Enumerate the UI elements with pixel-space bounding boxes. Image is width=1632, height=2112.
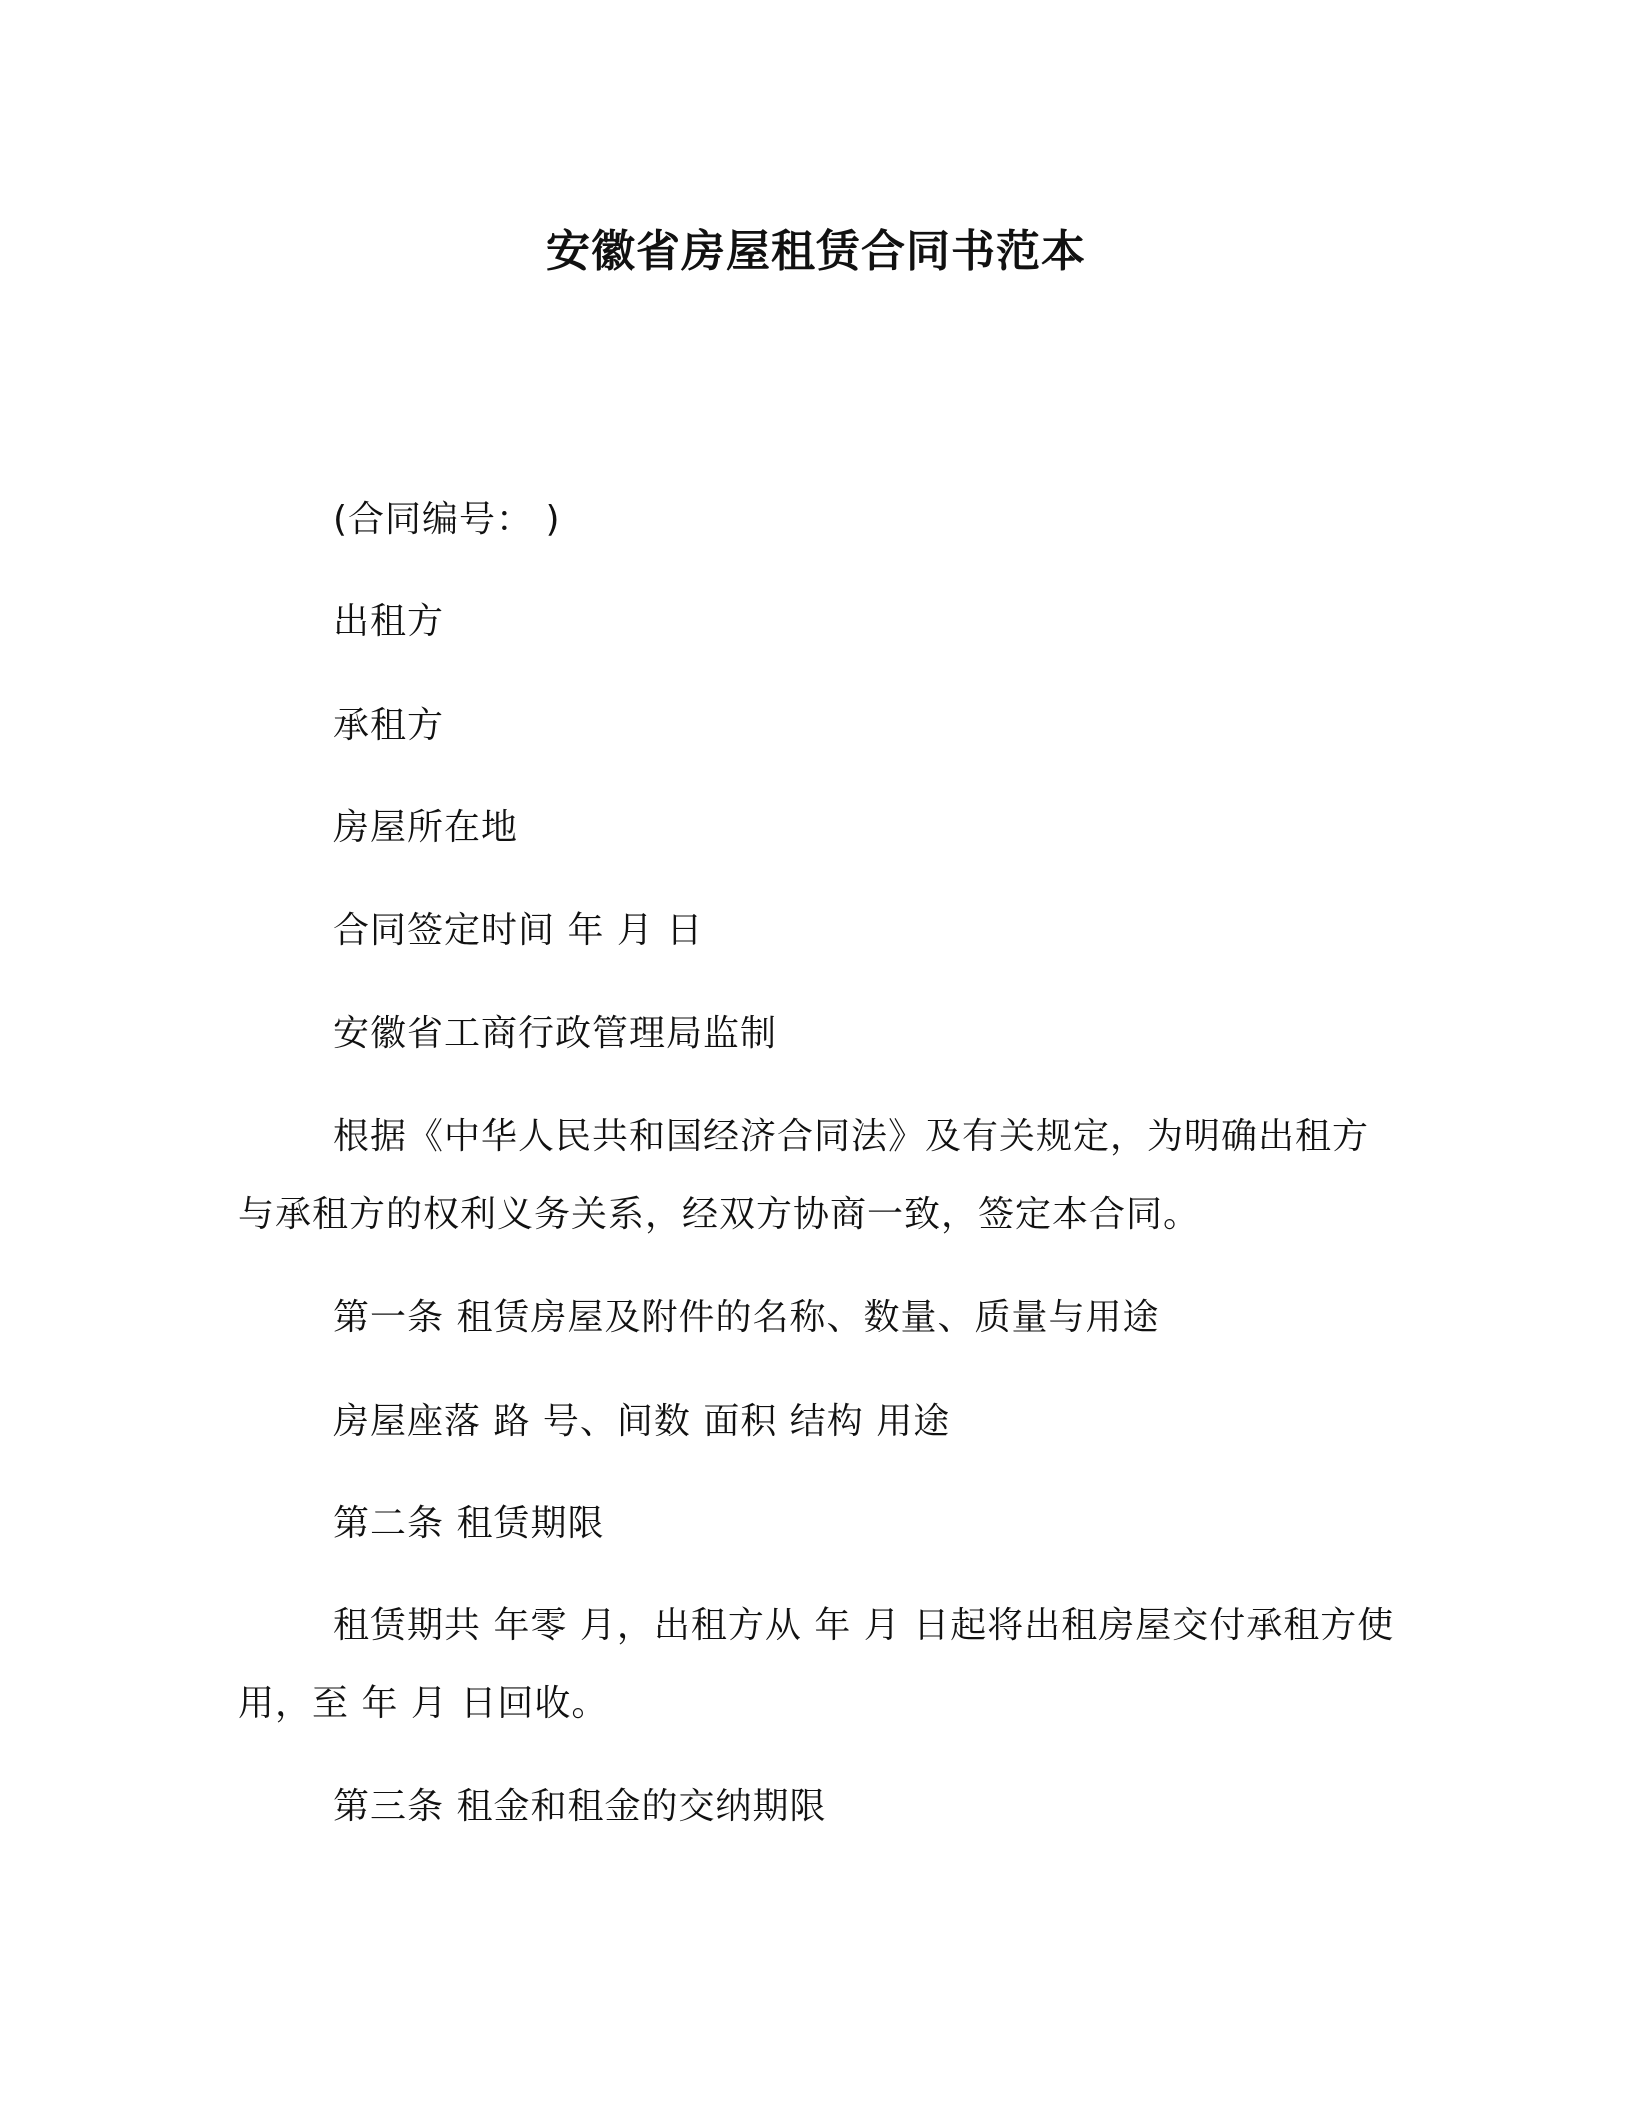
contract-number-line: (合同编号： ) bbox=[333, 499, 561, 540]
property-location-line: 房屋所在地 bbox=[333, 807, 519, 848]
article-2-paragraph: 租赁期共 年零 月，出租方从 年 月 日起将出租房屋交付承租方使用，至 年 月 日回收。 bbox=[238, 1605, 1395, 1724]
document-title: 安徽省房屋租赁合同书范本 bbox=[546, 226, 1086, 277]
sign-date-line: 合同签定时间 年 月 日 bbox=[333, 910, 704, 951]
lessee-line: 承租方 bbox=[333, 705, 445, 746]
article-1-detail: 房屋座落 路 号、间数 面积 结构 用途 bbox=[333, 1401, 951, 1442]
article-3-heading: 第三条 租金和租金的交纳期限 bbox=[333, 1786, 827, 1827]
lessor-line: 出租方 bbox=[333, 601, 445, 642]
article-1-heading: 第一条 租赁房屋及附件的名称、数量、质量与用途 bbox=[333, 1297, 1160, 1338]
supervisor-line: 安徽省工商行政管理局监制 bbox=[333, 1013, 778, 1054]
article-2-heading: 第二条 租赁期限 bbox=[333, 1503, 605, 1544]
intro-paragraph: 根据《中华人民共和国经济合同法》及有关规定，为明确出租方与承租方的权利义务关系，经双方协商一致，签定本合同。 bbox=[238, 1116, 1370, 1235]
